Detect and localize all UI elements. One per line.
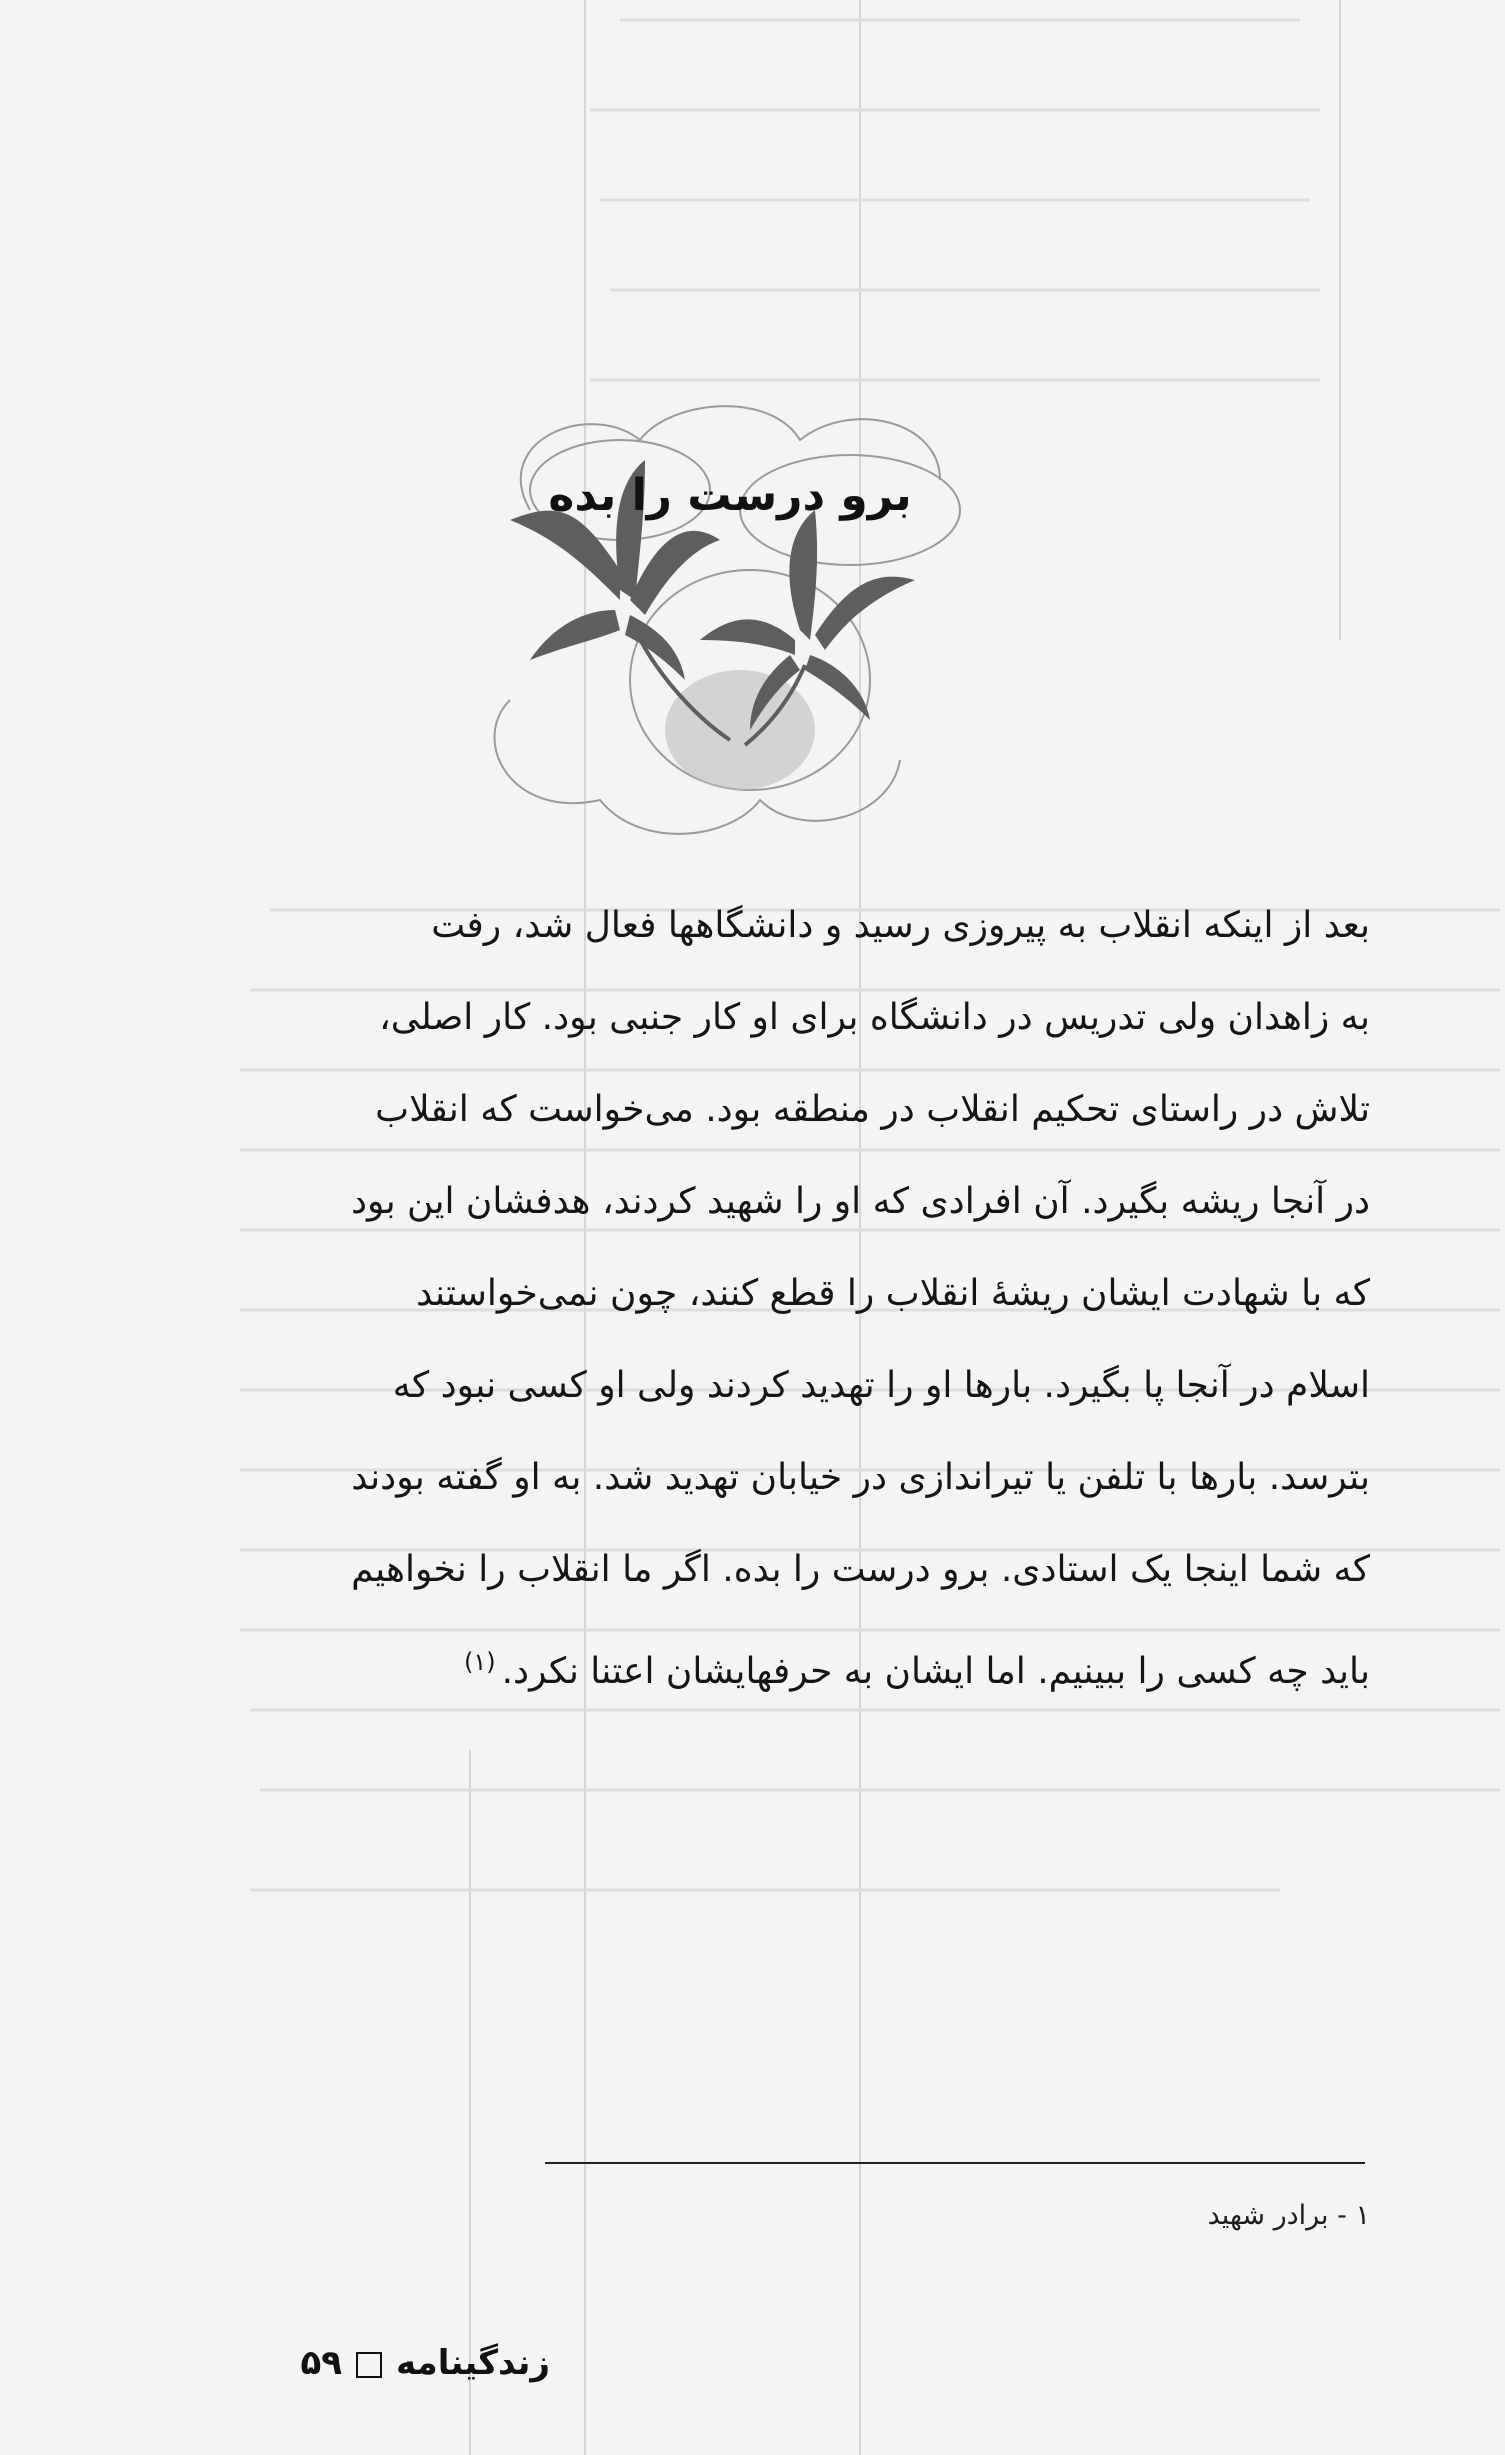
paragraph-line: باید چه کسی را ببینیم. اما ایشان به حرفهایشان اعتنا نکرد. [501, 1651, 1370, 1692]
section-heading: برو درست را بده [548, 470, 912, 521]
lily-ornament-illustration [470, 400, 1030, 850]
square-separator-icon [356, 2352, 382, 2378]
paragraph-line: در آنجا ریشه بگیرد. آن افرادی که او را شهید کردند، هدفشان این بود [350, 1181, 1370, 1222]
footnote-reference: (۱) [463, 1648, 496, 1676]
book-title: زندگینامه [396, 2343, 550, 2383]
paragraph-line: که شما اینجا یک استادی. برو درست را بده. اگر ما انقلاب را نخواهیم [351, 1549, 1370, 1590]
paragraph-line: تلاش در راستای تحکیم انقلاب در منطقه بود. می‌خواست که انقلاب [375, 1089, 1370, 1130]
paragraph-line: به زاهدان ولی تدریس در دانشگاه برای او کار جنبی بود. کار اصلی، [379, 997, 1370, 1038]
paragraph-line-last [120, 1616, 1370, 1718]
footnote-text: ۱ - برادر شهید [1207, 2200, 1370, 2231]
body-paragraph [120, 880, 1370, 1718]
paragraph-line: اسلام در آنجا پا بگیرد. بارها او را تهدید کردند ولی او کسی نبود که [392, 1365, 1370, 1406]
paragraph-line: بترسد. بارها با تلفن یا تیراندازی در خیابان تهدید شد. به او گفته بودند [351, 1457, 1370, 1498]
running-footer [130, 2343, 550, 2383]
footnote-divider [545, 2162, 1365, 2164]
paragraph-line: که با شهادت ایشان ریشهٔ انقلاب را قطع کنند، چون نمی‌خواستند [416, 1273, 1370, 1314]
paragraph-line: بعد از اینکه انقلاب به پیروزی رسید و دانشگاهها فعال شد، رفت [431, 905, 1370, 946]
page-number: ۵۹ [300, 2343, 343, 2383]
